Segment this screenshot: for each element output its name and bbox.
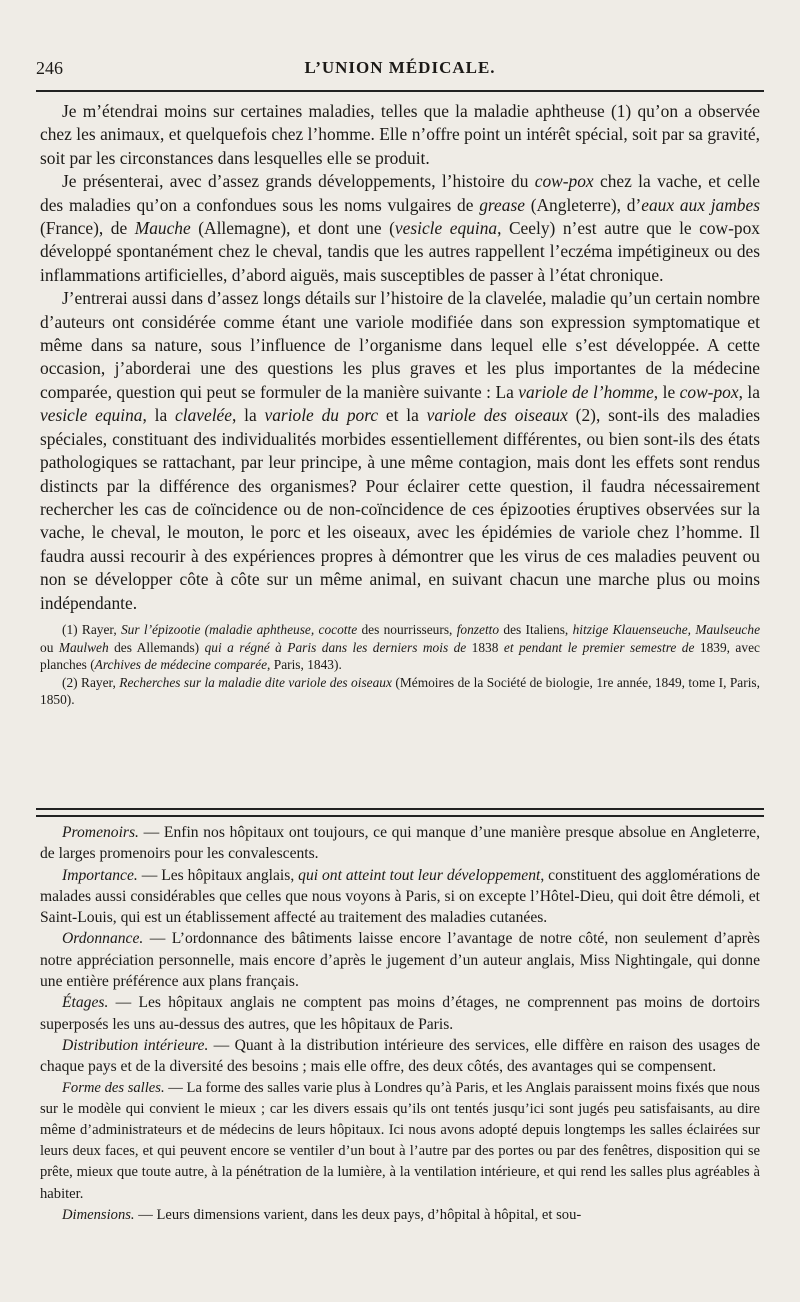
- header-rule: [36, 90, 764, 92]
- paragraph-distribution: Distribution intérieure. — Quant à la distribution intérieure des services, elle diffère en raison des usages de chaque pays et de la diversité des besoins ; mais elle offre, des deux côtés, des avantages qui se compensent.: [40, 1036, 761, 1076]
- footnote-1: (1) Rayer, Sur l’épizootie (maladie aphtheuse, cocotte des nourrisseurs, fonzetto des Italiens, hitzige Klauenseuche, Maulseuche ou Maulweh des Allemands) qui a régné à Paris dans les derniers mois de 1838 et pendant le premier semestre de 1839, avec planches (Archives de médecine comparée, Paris, 1843).: [40, 621, 761, 673]
- running-title: L’UNION MÉDICALE.: [304, 58, 496, 77]
- paragraph-etages: Étages. — Les hôpitaux anglais ne comptent pas moins d’étages, ne comprennent pas moins de dortoirs superposés les uns au-dessus des autres, que les hôpitaux de Paris.: [40, 994, 760, 1033]
- footnote-2: (2) Rayer, Recherches sur la maladie dite variole des oiseaux (Mémoires de la Société de biologie, 1re année, 1849, tome I, Paris, 1850).: [40, 674, 760, 708]
- paragraph-promenoirs: Promenoirs. — Enfin nos hôpitaux ont toujours, ce qui manque d’une manière presque absolue en Angleterre, de larges promenoirs pour les convalescents.: [40, 824, 760, 863]
- page-header: [36, 58, 764, 82]
- paragraph-importance: Importance. — Les hôpitaux anglais, qui ont atteint tout leur développement, constituent des agglomérations de malades aussi considérables que celles que nous voyons à Paris, si on excepte l’Hôtel-Dieu, qui doit être démoli, et Saint-Louis, qui est un établissement affecté au traitement des maladies cutanées.: [40, 866, 761, 927]
- footnotes: [40, 621, 760, 709]
- paragraph-clavelee: J’entrerai aussi dans d’assez longs détails sur l’histoire de la clavelée, maladie qu’un certain nombre d’auteurs ont considérée comme étant une variole modifiée dans son expression symptomatique et même dans sa nature, sous l’influence de l’organisme dans lequel elle s’est développée. A cette occasion, j’aborderai une des questions les plus graves et les plus importantes de la médecine comparée, question qui peut se formuler de la manière suivante : La variole de l’homme, le cow-pox, la vesicle equina, la clavelée, la variole du porc et la variole des oiseaux (2), sont-ils des maladies spéciales, constituant des individualités morbides essentiellement différentes, ou bien sont-ils des états pathologiques se rattachant, par leur principe, à une même contagion, mais dont les effets sont rendus distincts par la différence des organismes? Pour éclairer cette question, il faudra nécessairement rechercher les cas de coïncidence ou de non-coïncidence de ces épizooties éruptives observées sur la vache, le cheval, le mouton, le porc et les oiseaux, avec les épidémies de variole chez l’homme. Il faudra aussi recourir à des expériences propres à démontrer que les virus de ces maladies peuvent ou non se développer côte à côte sur un même animal, en suivant chacun une marche plus ou moins indépendante.: [40, 288, 760, 613]
- paragraph-aphtheuse: Je m’étendrai moins sur certaines maladies, telles que la maladie aphtheuse (1) qu’on a observée chez les animaux, et quelquefois chez l’homme. Elle n’offre point un intérêt spécial, soit par sa gravité, soit par les circonstances dans lesquelles elle se produit.: [40, 101, 760, 168]
- paragraph-cow-pox: Je présenterai, avec d’assez grands développements, l’histoire du cow-pox chez la vache, et celle des maladies qu’on a confondues sous les noms vulgaires de grease (Angleterre), d’eaux aux jambes (France), de Mauche (Allemagne), et dont une (vesicle equina, Ceely) n’est autre que le cow-pox développé spontanément chez le cheval, tandis que les autres rappellent l’eczéma impétigineux ou des inflammations artificielles, d’abord aiguës, mais susceptibles de passer à l’état chronique.: [40, 171, 761, 285]
- paragraph-forme-des-salles: Forme des salles. — La forme des salles varie plus à Londres qu’à Paris, et les Anglais paraissent moins fixés que nous sur le modèle qui convient le mieux ; car les divers essais qu’ils ont tentés jusqu’ici sont jugés peu satisfaisants, au dire même d’administrateurs et de médecins de leurs hôpitaux. Ici nous avons adopté depuis longtemps les salles éclairées sur leurs deux faces, et qui peuvent encore se ventiler d’un bout à l’autre par des portes ou par des fenêtres, disposition qui se prête, mieux que toute autre, à la pénétration de la lumière, à la ventilation intérieure, et qui rend les salles plus agréables à habiter.: [40, 1079, 760, 1202]
- paragraph-dimensions: Dimensions. — Leurs dimensions varient, dans les deux pays, d’hôpital à hôpital, et sou-: [62, 1206, 582, 1223]
- hospitals-section: [40, 822, 760, 1226]
- paragraph-ordonnance: Ordonnance. — L’ordonnance des bâtiments laisse encore l’avantage de notre côté, non seulement d’après notre appréciation personnelle, mais encore d’après le jugement d’un auteur anglais, Miss Nightingale, qui donne une entière préférence aux plans français.: [40, 930, 760, 991]
- section-divider: [36, 808, 764, 817]
- page-number: 246: [36, 58, 63, 78]
- article-body: [40, 100, 760, 709]
